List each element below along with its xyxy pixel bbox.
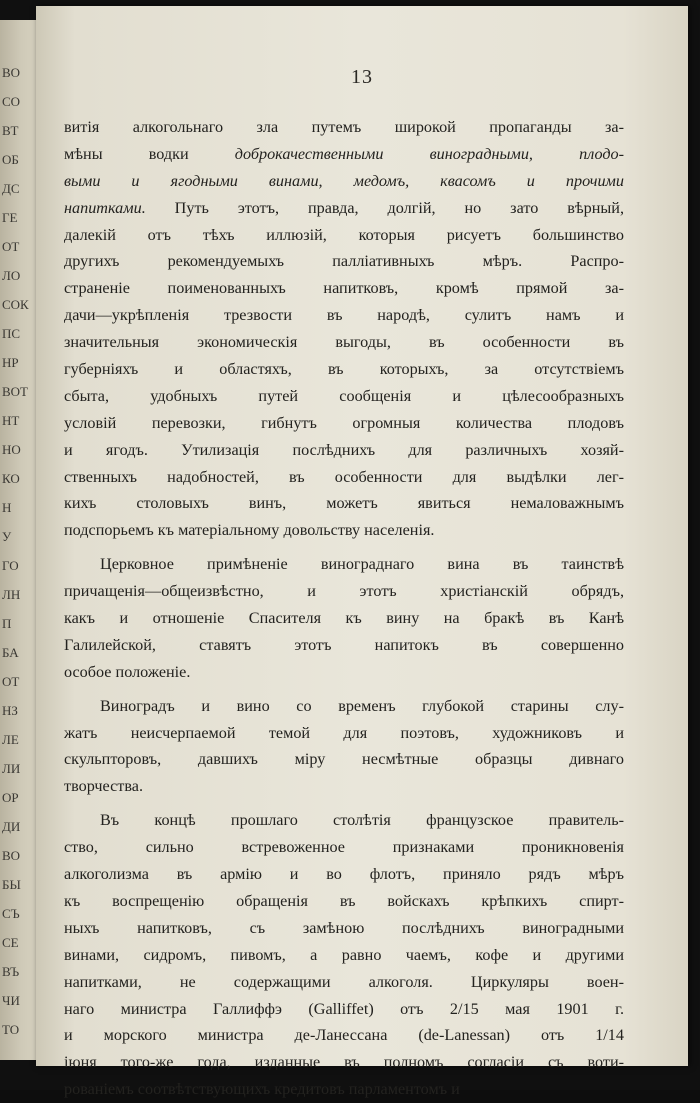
text-line: особое положеніе. xyxy=(64,662,191,681)
left-page-fragment: ВО xyxy=(2,848,21,863)
left-page-fragment: СО xyxy=(2,94,21,109)
text-line: Въ концѣ прошлаго столѣтія французское правитель- xyxy=(100,811,624,830)
text-line: и морского министра де-Ланессана (de-Lanessan) отъ 1/14 xyxy=(64,1026,624,1045)
text-line: и ягодъ. Утилизація послѣднихъ для различныхъ хозяй- xyxy=(64,440,624,459)
left-page-fragment: ЛН xyxy=(2,587,21,602)
previous-page-edge xyxy=(0,20,36,1060)
left-page-fragment: ГЕ xyxy=(2,210,18,225)
text-line: другихъ рекомендуемыхъ паллiативныхъ мѣръ. Распро- xyxy=(64,252,624,271)
text-line: алкоголизма въ армію и во флотъ, приняло рядъ мѣръ xyxy=(64,865,624,884)
left-page-fragment: ЧИ xyxy=(2,993,20,1008)
left-page-fragment: СОК xyxy=(2,297,29,312)
left-page-fragment: ДС xyxy=(2,181,20,196)
text-line: напитками. Путь этотъ, правда, долгій, но зато вѣрный, xyxy=(64,198,624,217)
paragraph xyxy=(64,807,624,1103)
text-line: далекій отъ тѣхъ иллюзій, которыя рисуетъ большинство xyxy=(64,225,624,244)
paragraph xyxy=(64,551,624,685)
text-line: Виноградъ и вино со временъ глубокой старины слу- xyxy=(100,696,624,715)
left-page-fragment: СЕ xyxy=(2,935,19,950)
left-page-fragment: НТ xyxy=(2,413,20,428)
left-page-fragment: ОТ xyxy=(2,674,20,689)
text-line: скульпторовъ, давшихъ міру несмѣтные образцы дивнаго xyxy=(64,750,624,769)
left-page-fragment: ВО xyxy=(2,65,21,80)
text-line: витія алкогольнаго зла путемъ широкой пропаганды за- xyxy=(64,118,624,136)
text-line: губерніяхъ и областяхъ, въ которыхъ, за отсутствіемъ xyxy=(64,360,624,379)
left-page-fragment: КО xyxy=(2,471,20,486)
text-line: страненіе поименованныхъ напитковъ, кромѣ прямой за- xyxy=(64,279,624,298)
text-line: къ воспрещенію обращенія въ войскахъ крѣпкихъ спирт- xyxy=(64,891,624,910)
left-page-fragment: ОТ xyxy=(2,239,20,254)
left-page-fragment: НЗ xyxy=(2,703,18,718)
italic-text: доброкачественными виноградными, плодо- xyxy=(234,144,625,163)
left-page-fragment: П xyxy=(2,616,12,631)
left-page-fragment: СЪ xyxy=(2,906,20,921)
left-page-fragment: ЛИ xyxy=(2,761,21,776)
text-line: винами, сидромъ, пивомъ, а равно чаемъ, кофе и другими xyxy=(64,945,624,964)
left-page-fragment: ВТ xyxy=(2,123,19,138)
text-line: іюня того-же года, изданные въ полномъ согласіи съ воти- xyxy=(64,1053,624,1072)
text-line: Галилейской, ставятъ этотъ напитокъ въ совершенно xyxy=(64,635,624,654)
text-line: причащенія—общеизвѣстно, и этотъ христіанскій обрядъ, xyxy=(64,582,624,601)
text-line: кихъ столовыхъ винъ, можетъ явиться немаловажнымъ xyxy=(64,494,624,513)
left-page-fragment: Н xyxy=(2,500,12,515)
text-line: ственныхъ надобностей, въ особенности для выдѣлки лег- xyxy=(64,467,624,486)
left-page-fragment: ДИ xyxy=(2,819,21,834)
left-page-fragment: БА xyxy=(2,645,19,660)
paragraph xyxy=(64,693,624,801)
left-page-fragment: ТО xyxy=(2,1022,20,1037)
text-line xyxy=(64,168,624,195)
text-line: значительныя экономическія выгоды, въ особенности въ xyxy=(64,333,624,352)
book-page xyxy=(36,6,688,1099)
left-page-fragment: НО xyxy=(2,442,21,457)
left-page-fragment: ЛЕ xyxy=(2,732,19,747)
text-line: напитками, не содержащими алкоголя. Циркуляры воен- xyxy=(64,972,624,991)
italic-text: выми и ягодными винами, медомъ, квасомъ и прочими xyxy=(64,171,624,190)
left-page-fragment: ВЪ xyxy=(2,964,20,979)
text-line: подспорьемъ къ матеріальному довольству населенія. xyxy=(64,521,435,540)
left-page-fragment: У xyxy=(2,529,12,544)
text-line: мѣны водки доброкачественными виноградными, плодо- xyxy=(64,144,625,163)
text-line: творчества. xyxy=(64,777,144,796)
left-page-fragment: ОБ xyxy=(2,152,19,167)
left-page-fragment: ЛО xyxy=(2,268,21,283)
text-line: условій перевозки, гибнутъ огромныя количества плодовъ xyxy=(64,413,624,432)
text-line: наго министра Галлиффэ (Galliffet) отъ 2/15 мая 1901 г. xyxy=(64,999,624,1018)
text-line: сбыта, удобныхъ путей сообщенія и цѣлесообразныхъ xyxy=(64,386,624,405)
left-page-fragment: НР xyxy=(2,355,19,370)
left-page-fragment: ОР xyxy=(2,790,19,805)
left-page-fragment: ВОТ xyxy=(2,384,28,399)
text-line: ныхъ напитковъ, съ замѣною послѣднихъ виноградными xyxy=(64,918,624,937)
text-line: рованіемъ соотвѣтствующихъ кредитовъ парламентомъ и xyxy=(64,1080,460,1099)
left-page-fragment: БЫ xyxy=(2,877,21,892)
left-page-fragment: ГО xyxy=(2,558,19,573)
left-page-fragment: ПС xyxy=(2,326,21,341)
text-line: жатъ неисчерпаемой темой для поэтовъ, художниковъ и xyxy=(64,723,624,742)
page-body-text xyxy=(64,114,624,1103)
italic-text: напитками. xyxy=(64,198,146,217)
text-line: Церковное примѣненіе винограднаго вина въ таинствѣ xyxy=(100,555,624,574)
page-number: 13 xyxy=(351,66,373,88)
text-line: ство, сильно встревоженное признаками проникновенія xyxy=(64,838,624,857)
paragraph xyxy=(64,114,624,544)
text-line: дачи—укрѣпленія трезвости въ народѣ, сулитъ намъ и xyxy=(64,306,624,325)
text-line: какъ и отношеніе Спасителя къ вину на бракѣ въ Канѣ xyxy=(64,609,624,628)
